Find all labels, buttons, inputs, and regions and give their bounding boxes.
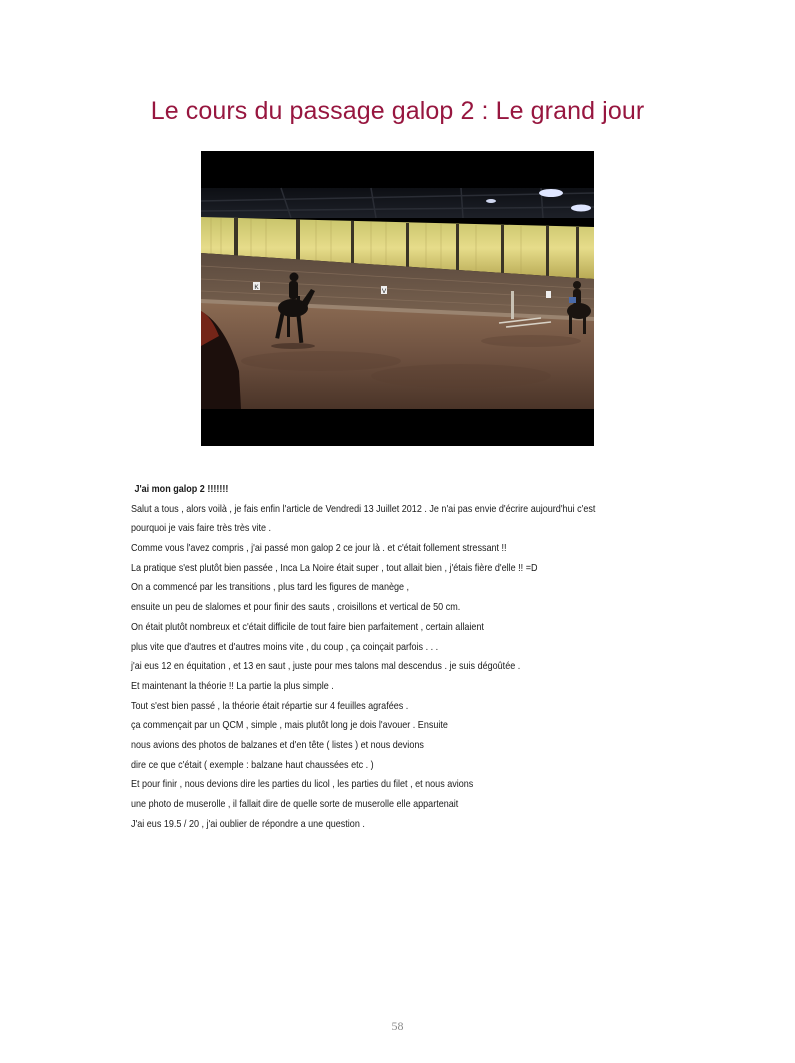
page-title: Le cours du passage galop 2 : Le grand jour bbox=[150, 97, 645, 125]
paragraph-line: Et maintenant la théorie !! La partie la plus simple . bbox=[131, 679, 334, 692]
paragraph-line: ça commençait par un QCM , simple , mais plutôt long je dois l'avouer . Ensuite bbox=[131, 719, 448, 732]
paragraph-line: Et pour finir , nous devions dire les parties du licol , les parties du filet , et nous avions bbox=[131, 778, 474, 791]
paragraph-line: plus vite que d'autres et d'autres moins vite , du coup , ça coinçait parfois . . . bbox=[131, 640, 439, 653]
paragraph-line: pourquoi je vais faire très très vite . bbox=[131, 522, 272, 535]
paragraph-line: Comme vous l'avez compris , j'ai passé mon galop 2 ce jour là . et c'était follement stressant !! bbox=[131, 542, 507, 555]
arena-letter-v: V bbox=[381, 288, 387, 295]
riding-arena-image bbox=[201, 151, 594, 446]
paragraph-line: nous avions des photos de balzanes et d'en tête ( listes ) et nous devions bbox=[131, 738, 424, 751]
paragraph-line: ensuite un peu de slalomes et pour finir des sauts , croisillons et vertical de 50 cm. bbox=[131, 601, 461, 614]
paragraph-line: Salut a tous , alors voilà , je fais enfin l'article de Vendredi 13 Juillet 2012 . Je n'ai pas envie d'écrire aujourd'hui c'est bbox=[131, 502, 596, 515]
page-number: 58 bbox=[391, 1019, 404, 1033]
paragraph-line: Tout s'est bien passé , la théorie était répartie sur 4 feuilles agrafées . bbox=[131, 699, 409, 712]
paragraph-line: j'ai eus 12 en équitation , et 13 en saut , juste pour mes talons mal descendus . je suis dégoûtée . bbox=[131, 660, 521, 673]
article-subtitle: J'ai mon galop 2 !!!!!!! bbox=[134, 483, 229, 495]
paragraph-line: On était plutôt nombreux et c'était difficile de tout faire bien parfaitement , certain allaient bbox=[131, 620, 484, 633]
paragraph-line: J'ai eus 19.5 / 20 , j'ai oublier de répondre a une question . bbox=[131, 817, 365, 830]
article-body bbox=[131, 480, 595, 834]
paragraph-line: On a commencé par les transitions , plus tard les figures de manège , bbox=[131, 581, 410, 594]
video-thumbnail[interactable] bbox=[201, 151, 594, 446]
paragraph-line: une photo de muserolle , il fallait dire de quelle sorte de muserolle elle appartenait bbox=[131, 798, 459, 810]
paragraph-line: La pratique s'est plutôt bien passée , Inca La Noire était super , tout allait bien , j'étais fière d'elle !! =D bbox=[131, 561, 538, 574]
paragraph-line: dire ce que c'était ( exemple : balzane haut chaussées etc . ) bbox=[131, 758, 374, 771]
arena-letter-k: K bbox=[254, 284, 259, 291]
